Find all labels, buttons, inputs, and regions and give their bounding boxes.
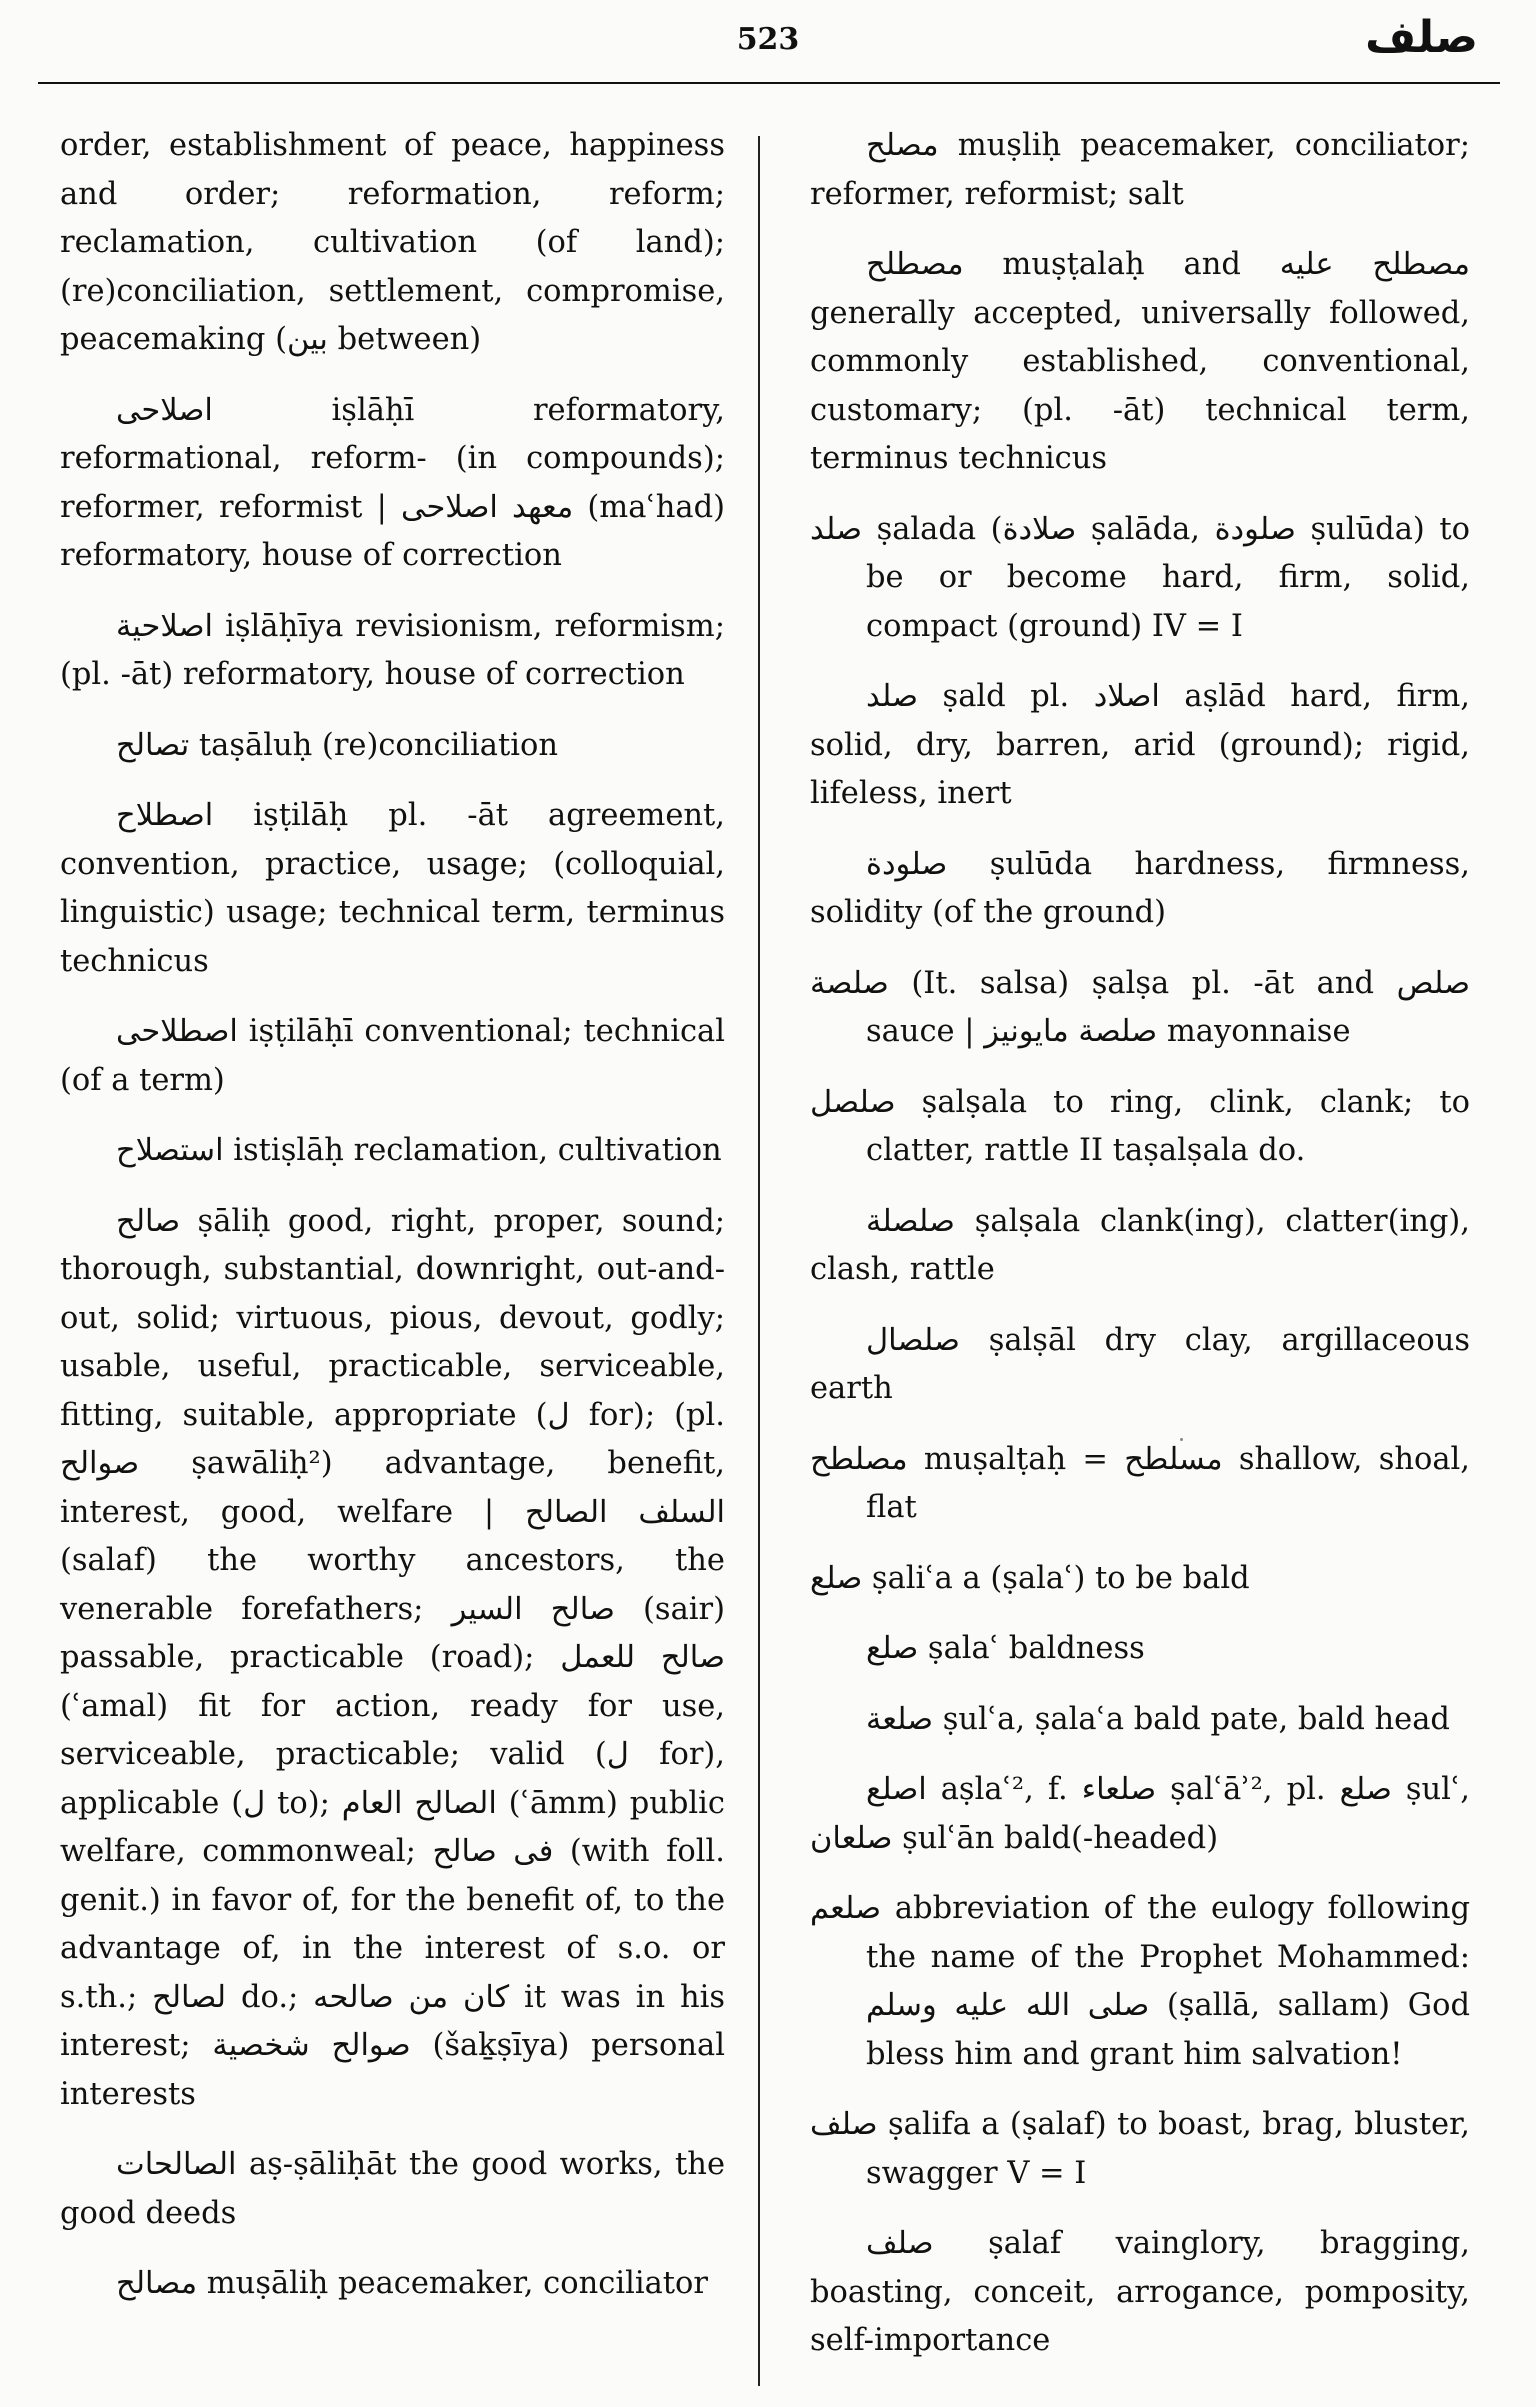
entry-right-10: صلع ṣaliʿa a (ṣalaʿ) to be bald bbox=[810, 1560, 1250, 1596]
entry-right-15: صلف ṣalifa a (ṣalaf) to boast, brag, bluster, swagger V = I bbox=[810, 2107, 1470, 2191]
entry-left-2: اصلاحية iṣlāḥīya revisionism, reformism; (pl. -āt) reformatory, house of correction bbox=[60, 608, 725, 692]
left-column bbox=[60, 122, 725, 2331]
header-rule bbox=[38, 82, 1500, 84]
entry-right-5: صلصة (It. salsa) ṣalṣa pl. -āt and صلص sauce | صلصة مايونيز mayonnaise bbox=[810, 965, 1470, 1049]
entry-left-7: صالح ṣāliḥ good, right, proper, sound; thorough, substantial, downright, out-and-out, solid; virtuous, pious, devout, godly; usable, useful, practicable, serviceable, fitting, suitable, appropriate (ل for); (pl. صوالح ṣawāliḥ²) advantage, benefit, interest, good, welfare | السلف الصالح (salaf) the worthy ancestors, the venerable forefathers; صالح السير (sair) passable, practicable (road); صالح للعمل (ʿamal) fit for action, ready for use, serviceable, practicable; valid (ل for), applicable (ل to); الصالح العام (ʿāmm) public welfare, commonweal; فى صالح (with foll. genit.) in favor of, for the benefit of, to the advantage of, in the interest of s.o. or s.th.; لصالح do.; كان من صالحه it was in his interest; صوالح شخصية (šaḵṣīya) personal interests bbox=[60, 1203, 726, 2112]
print-speck bbox=[1180, 1438, 1183, 1441]
entry-left-4: اصطلاح iṣṭilāḥ pl. -āt agreement, convention, practice, usage; (colloquial, linguistic) usage; technical term, terminus technicus bbox=[60, 798, 725, 979]
column-divider bbox=[758, 136, 760, 2386]
entry-right-6: صلصل ṣalṣala to ring, clink, clank; to clatter, rattle II taṣalṣala do. bbox=[810, 1084, 1470, 1168]
entry-left-3: تصالح taṣāluḥ (re)conciliation bbox=[116, 727, 558, 763]
entry-right-9: مصلطح muṣalṭaḥ = مسلطح shallow, shoal, flat bbox=[810, 1441, 1470, 1525]
entry-right-8: صلصال ṣalṣāl dry clay, argillaceous earth bbox=[810, 1322, 1470, 1406]
entry-right-3: صلد ṣald pl. اصلاد aṣlād hard, firm, solid, dry, barren, arid (ground); rigid, lifeless, inert bbox=[810, 679, 1470, 811]
entry-right-4: صلودة ṣulūda hardness, firmness, solidity (of the ground) bbox=[810, 846, 1470, 930]
entry-right-0: مصلح muṣliḥ peacemaker, conciliator; reformer, reformist; salt bbox=[810, 128, 1470, 212]
entry-left-6: استصلاح istiṣlāḥ reclamation, cultivation bbox=[116, 1133, 722, 1168]
entry-left-0: order, establishment of peace, happiness and order; reformation, reform; reclamation, cultivation (of land); (re)conciliation, settlement, compromise, peacemaking (بين between) bbox=[60, 128, 725, 357]
entry-left-5: اصطلاحى iṣṭilāḥī conventional; technical (of a term) bbox=[60, 1014, 725, 1098]
right-column bbox=[810, 122, 1470, 2388]
entry-left-1: اصلاحى iṣlāḥī reformatory, reformational, reform- (in compounds); reformer, reformist | معهد اصلاحى (maʿhad) reformatory, house of correction bbox=[60, 392, 725, 573]
entry-right-1: مصطلح muṣṭalaḥ and مصطلح عليه generally accepted, universally followed, commonly established, conventional, customary; (pl. -āt) technical term, terminus technicus bbox=[810, 247, 1470, 476]
entry-left-9: مصالح muṣāliḥ peacemaker, conciliator bbox=[116, 2266, 708, 2301]
entry-right-14: صلعم abbreviation of the eulogy following the name of the Prophet Mohammed: صلى الله عليه وسلم (ṣallā, sallam) God bless him and grant him salvation! bbox=[810, 1891, 1470, 2072]
catchword: صلف bbox=[1365, 12, 1478, 63]
entry-right-7: صلصلة ṣalṣala clank(ing), clatter(ing), clash, rattle bbox=[810, 1203, 1470, 1287]
entry-left-8: الصالحات aṣ-ṣāliḥāt the good works, the good deeds bbox=[60, 2147, 725, 2231]
entry-right-13: اصلع aṣlaʿ², f. صلعاء ṣalʿāʾ², pl. صلع ṣulʿ, صلعان ṣulʿān bald(-headed) bbox=[810, 1772, 1471, 1856]
entry-right-12: صلعة ṣulʿa, ṣalaʿa bald pate, bald head bbox=[866, 1701, 1450, 1737]
entry-right-16: صلف ṣalaf vainglory, bragging, boasting, conceit, arrogance, pomposity, self-importance bbox=[810, 2226, 1470, 2358]
entry-right-2: صلد ṣalada (صلادة ṣalāda, صلودة ṣulūda) to be or become hard, firm, solid, compact (ground) IV = I bbox=[810, 511, 1470, 644]
entry-right-11: صلع ṣalaʿ baldness bbox=[866, 1631, 1145, 1666]
page-number: 523 bbox=[736, 22, 800, 57]
